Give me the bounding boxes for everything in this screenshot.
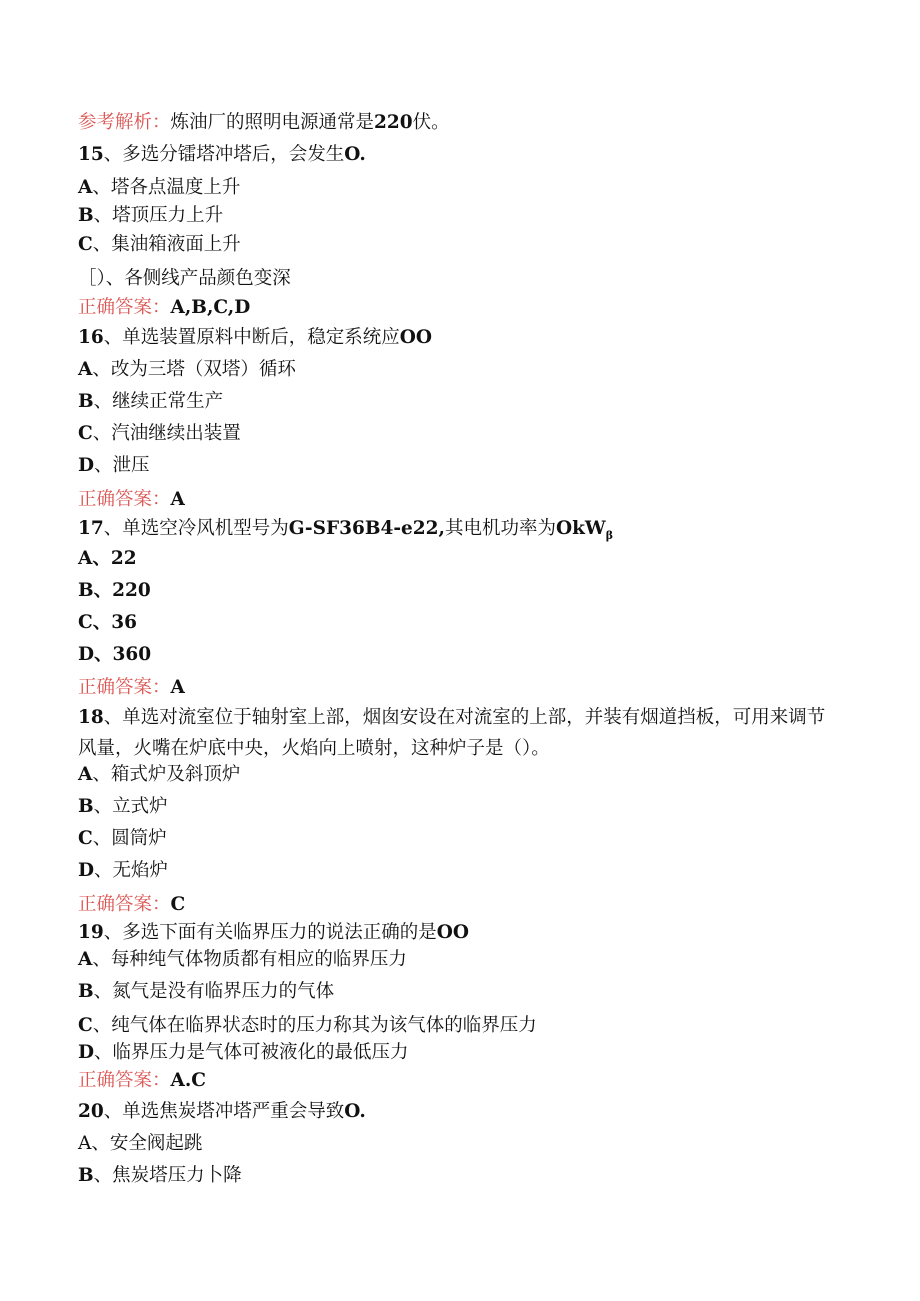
question-text-2: 其电机功率为	[444, 518, 556, 539]
option-text: 、每种纯气体物质都有相应的临界压力	[92, 949, 407, 970]
question-number: 19	[78, 922, 104, 943]
option-text: 、无焰炉	[94, 860, 169, 881]
option-b	[78, 979, 334, 1005]
option-b	[78, 794, 168, 820]
option-c	[78, 826, 167, 852]
option-text: 、焦炭塔压力卜降	[93, 1165, 242, 1186]
option-text: 、220	[93, 580, 151, 601]
question-blank: OO	[436, 922, 470, 943]
unit-subscript: β	[605, 529, 614, 542]
question-separator: 、	[103, 518, 123, 539]
question-blank: O.	[344, 144, 366, 165]
option-text: 、塔顶压力上升	[93, 205, 224, 226]
option-letter: C	[78, 234, 93, 255]
option-text: ［）、各侧线产品颜色变深	[78, 268, 291, 289]
option-d	[78, 453, 150, 479]
option-letter: A	[78, 949, 93, 970]
question-text: 多选下面有关临界压力的说法正确的是	[122, 922, 437, 943]
option-letter: C	[78, 828, 93, 849]
option-letter: B	[78, 580, 94, 601]
answer-value: A	[170, 677, 185, 698]
option-letter: D	[78, 860, 95, 881]
question-separator: 、	[103, 922, 123, 943]
option-letter: A	[78, 177, 93, 198]
option-text: 、改为三塔（双塔）循环	[92, 359, 296, 380]
analysis-tail: 伏。	[412, 112, 450, 133]
question-separator: 、	[103, 327, 123, 348]
option-letter: A	[78, 764, 93, 785]
question-19	[78, 920, 469, 946]
option-a	[78, 357, 296, 383]
power-unit: OkW	[556, 518, 606, 539]
option-text: 、360	[94, 644, 152, 665]
analysis-text: 炼油厂的照明电源通常是	[170, 112, 375, 133]
answer-label: 正确答案：	[78, 489, 171, 510]
option-text: 、塔各点温度上升	[92, 177, 241, 198]
answer-value: A,B,C,D	[170, 297, 251, 318]
option-a	[78, 1131, 202, 1157]
answer-line	[78, 675, 185, 701]
option-letter: B	[78, 391, 94, 412]
question-number: 20	[78, 1101, 104, 1122]
question-text: 单选空冷风机型号为	[122, 518, 289, 539]
option-d	[78, 266, 291, 292]
answer-label: 正确答案：	[78, 297, 171, 318]
option-d	[78, 858, 168, 884]
question-separator: 、	[103, 1101, 123, 1122]
option-letter: B	[78, 1165, 94, 1186]
option-letter: C	[78, 423, 93, 444]
option-text: 、临界压力是气体可被液化的最低压力	[94, 1042, 409, 1063]
option-text: 、泄压	[94, 455, 150, 476]
question-15	[78, 142, 366, 168]
question-text: 单选焦炭塔冲塔严重会导致	[122, 1101, 345, 1122]
option-text: 、箱式炉及斜顶炉	[92, 764, 241, 785]
option-letter: C	[78, 612, 93, 633]
option-text: 、安全阀起跳	[91, 1133, 203, 1154]
answer-line	[78, 295, 250, 321]
option-d	[78, 642, 151, 668]
question-number: 16	[78, 327, 104, 348]
option-letter: C	[78, 1015, 93, 1036]
option-letter: A	[78, 548, 93, 569]
option-text: 、纯气体在临界状态时的压力称其为该气体的临界压力	[92, 1015, 537, 1036]
option-c	[78, 232, 241, 258]
question-blank: OO	[399, 327, 433, 348]
option-letter: B	[78, 796, 94, 817]
option-a	[78, 546, 137, 572]
option-c	[78, 610, 137, 636]
option-letter: D	[78, 644, 95, 665]
option-text: 、圆筒炉	[92, 828, 167, 849]
option-letter: B	[78, 205, 94, 226]
analysis-label: 参考解析：	[78, 112, 171, 133]
option-a	[78, 947, 407, 973]
fan-model: G-SF36B4-e22,	[288, 518, 445, 539]
question-text: 多选分镭塔冲塔后，会发生	[122, 144, 345, 165]
question-blank: O.	[344, 1101, 366, 1122]
answer-value: A.C	[170, 1070, 207, 1091]
question-17	[78, 516, 613, 549]
option-a	[78, 175, 240, 201]
analysis-number: 220	[374, 112, 413, 133]
answer-label: 正确答案：	[78, 1070, 171, 1091]
option-text: 、36	[92, 612, 137, 633]
option-text: 、立式炉	[93, 796, 168, 817]
option-b	[78, 203, 223, 229]
question-text: 单选装置原料中断后，稳定系统应	[122, 327, 400, 348]
question-separator: 、	[103, 144, 123, 165]
question-number: 15	[78, 144, 104, 165]
option-text: 、继续正常生产	[93, 391, 224, 412]
option-text: 、汽油继续出装置	[92, 423, 241, 444]
option-a	[78, 762, 240, 788]
option-d	[78, 1040, 409, 1066]
option-letter: A	[78, 1133, 92, 1154]
option-b	[78, 389, 223, 415]
answer-line	[78, 487, 185, 513]
question-16	[78, 325, 432, 351]
question-number: 17	[78, 518, 104, 539]
option-text: 、氮气是没有临界压力的气体	[93, 981, 335, 1002]
answer-label: 正确答案：	[78, 677, 171, 698]
question-number: 18	[78, 707, 104, 728]
answer-line	[78, 1068, 206, 1094]
option-letter: A	[78, 359, 93, 380]
question-18	[78, 702, 838, 764]
option-b	[78, 1163, 242, 1189]
option-c	[78, 1013, 537, 1039]
analysis-line	[78, 110, 450, 136]
answer-label: 正确答案：	[78, 894, 171, 915]
option-letter: D	[78, 1042, 95, 1063]
option-letter: D	[78, 455, 95, 476]
question-separator: 、	[103, 707, 123, 728]
option-c	[78, 421, 241, 447]
question-20	[78, 1099, 366, 1125]
option-text: 、22	[92, 548, 137, 569]
answer-value: A	[170, 489, 185, 510]
answer-value: C	[170, 894, 186, 915]
option-text: 、集油箱液面上升	[92, 234, 241, 255]
option-b	[78, 578, 151, 604]
option-letter: B	[78, 981, 94, 1002]
question-text: 单选对流室位于轴射室上部，烟囱安设在对流室的上部，并装有烟道挡板，可用来调节风量，火嘴在炉底中央，火焰向上喷射，这种炉子是（）。	[78, 707, 826, 759]
answer-line	[78, 892, 185, 918]
